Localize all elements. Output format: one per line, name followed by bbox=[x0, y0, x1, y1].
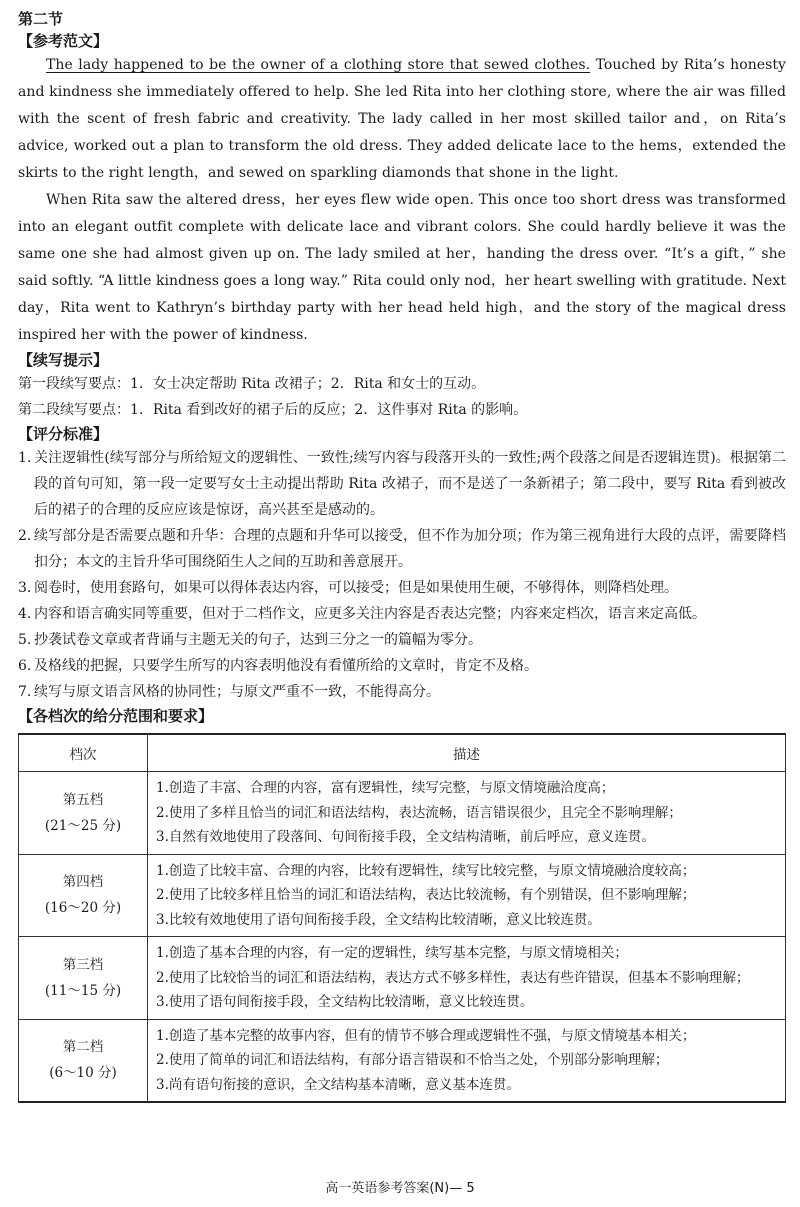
criteria-heading: 【评分标准】 bbox=[18, 425, 109, 443]
page-footer: 高一英语参考答案(N)— 5 bbox=[325, 1181, 475, 1196]
hints-heading: 【续写提示】 bbox=[18, 351, 109, 369]
table-row bbox=[19, 1019, 786, 1102]
item-number: 4. bbox=[18, 606, 32, 622]
grade-range: (16～20 分) bbox=[44, 900, 122, 917]
item-text: 及格线的把握，只要学生所写的内容表明他没有看懂所给的文章时，肯定不及格。 bbox=[34, 658, 538, 674]
grading-table bbox=[18, 733, 786, 1103]
description-line: 1.创造了基本完整的故事内容，但有的情节不够合理或逻辑性不强，与原文情境基本相关； bbox=[156, 1027, 696, 1044]
description-line: 1.创造了基本合理的内容，有一定的逻辑性，续写基本完整，与原文情境相关； bbox=[156, 945, 628, 961]
sample-essay bbox=[18, 52, 786, 349]
description-line: 2.使用了简单的词汇和语法结构，有部分语言错误和不恰当之处，个别部分影响理解； bbox=[156, 1052, 669, 1068]
item-text: 关注逻辑性(续写部分与所给短文的逻辑性、一致性;续写内容与段落开头的一致性;两个段落之间是否逻辑连贯)。根据第二段的首句可知，第一段一定要写女士主动提出帮助 Rita 改裙子，而不是送了一条新裙子；第二段中，要写 Rita 看到被改后的裙子的合理的反应应该是惊讶，高兴甚至是感动的。 bbox=[34, 450, 786, 518]
essay-paragraph-2 bbox=[18, 187, 786, 349]
item-number: 5. bbox=[18, 632, 32, 648]
hint-line-1: 第一段续写要点：1．女士决定帮助 Rita 改裙子；2．Rita 和女士的互动。 bbox=[18, 376, 486, 392]
grade-range: (11～15 分) bbox=[44, 982, 122, 999]
criteria-item bbox=[18, 653, 786, 679]
item-text: 续写部分是否需要点题和升华：合理的点题和升华可以接受，但不作为加分项；作为第三视角进行大段的点评，需要降档扣分；本文的主旨升华可围绕陌生人之间的互助和善意展开。 bbox=[34, 528, 786, 570]
description-line: 2.使用了比较恰当的词汇和语法结构，表达方式不够多样性，表达有些许错误，但基本不影响理解； bbox=[156, 969, 750, 986]
table-row bbox=[19, 854, 786, 937]
grade-name: 第三档 bbox=[62, 956, 104, 973]
item-number: 3. bbox=[18, 580, 32, 596]
description-line: 3.比较有效地使用了语句间衔接手段，全文结构比较清晰，意义比较连贯。 bbox=[156, 911, 601, 928]
description-cell bbox=[148, 1019, 786, 1102]
description-cell bbox=[148, 772, 786, 855]
description-line: 1.创造了丰富、合理的内容，富有逻辑性，续写完整，与原文情境融洽度高； bbox=[156, 780, 615, 796]
table-row bbox=[19, 937, 786, 1020]
criteria-item bbox=[18, 575, 786, 601]
essay-paragraph-1 bbox=[18, 52, 786, 187]
description-cell bbox=[148, 854, 786, 937]
grade-cell bbox=[19, 854, 148, 937]
item-text: 内容和语言确实同等重要，但对于二档作文，应更多关注内容是否表达完整；内容来定档次，语言来定高低。 bbox=[34, 606, 706, 622]
grade-cell bbox=[19, 1019, 148, 1102]
description-line: 3.使用了语句间衔接手段，全文结构比较清晰，意义比较连贯。 bbox=[156, 994, 534, 1010]
column-header-grade: 档次 bbox=[19, 734, 148, 772]
table-header-row bbox=[19, 734, 786, 772]
criteria-item bbox=[18, 627, 786, 653]
item-number: 6. bbox=[18, 658, 32, 674]
criteria-item bbox=[18, 523, 786, 575]
section-title: 第二节 bbox=[18, 10, 64, 28]
item-number: 7. bbox=[18, 684, 32, 700]
description-cell bbox=[148, 937, 786, 1020]
grade-cell bbox=[19, 937, 148, 1020]
description-line: 1.创造了比较丰富、合理的内容，比较有逻辑性，续写比较完整，与原文情境融洽度较高； bbox=[156, 862, 696, 879]
grade-range: (6～10 分) bbox=[49, 1065, 117, 1082]
grades-heading: 【各档次的给分范围和要求】 bbox=[18, 707, 214, 725]
criteria-item bbox=[18, 445, 786, 523]
grade-name: 第四档 bbox=[62, 874, 104, 891]
first-sentence: The lady happened to be the owner of a clothing store that sewed clothes. bbox=[46, 57, 591, 73]
paragraph-text: When Rita saw the altered dress，her eyes flew wide open. This once too short dress was transformed into an elegant outfit complete with delicate lace and vibrant colors. She could hardly believe it was the same one she had almost given up on. The lady smiled at her，handing the dress over. “It’s a gift，” she said softly. “A little kindness goes a long way.” Rita could only nod，her heart swelling with gratitude. Next day，Rita went to Kathryn’s birthday party with her head held high，and the story of the magical dress inspired her with the power of kindness. bbox=[18, 192, 786, 343]
table-row bbox=[19, 772, 786, 855]
description-line: 3.尚有语句衔接的意识，全文结构基本清晰，意义基本连贯。 bbox=[156, 1076, 520, 1093]
sample-heading: 【参考范文】 bbox=[18, 32, 109, 50]
item-text: 抄袭试卷文章或者背诵与主题无关的句子，达到三分之一的篇幅为零分。 bbox=[34, 632, 482, 648]
grade-name: 第二档 bbox=[62, 1039, 104, 1056]
grade-range: (21～25 分) bbox=[44, 817, 122, 834]
description-line: 2.使用了比较多样且恰当的词汇和语法结构，表达比较流畅，有个别错误，但不影响理解； bbox=[156, 887, 696, 903]
column-header-description: 描述 bbox=[148, 734, 786, 772]
criteria-item bbox=[18, 679, 786, 705]
description-line: 2.使用了多样且恰当的词汇和语法结构，表达流畅，语言错误很少，且完全不影响理解； bbox=[156, 804, 682, 821]
criteria-list bbox=[18, 445, 786, 705]
paragraph-text: Touched by Rita’s honesty and kindness she immediately offered to help. She led Rita into her clothing store, where the air was filled with the scent of fresh fabric and creativity. The lady called in her most skilled tailor and，on Rita’s advice, worked out a plan to transform the old dress. They added delicate lace to the hems，extended the skirts to the right length，and sewed on sparkling diamonds that shone in the light. bbox=[18, 57, 786, 181]
answer-page bbox=[18, 8, 786, 1103]
item-text: 阅卷时，使用套路句，如果可以得体表达内容，可以接受；但是如果使用生硬，不够得体，则降档处理。 bbox=[34, 580, 678, 596]
grade-cell bbox=[19, 772, 148, 855]
grade-name: 第五档 bbox=[62, 791, 104, 808]
item-number: 2. bbox=[18, 528, 32, 544]
item-number: 1. bbox=[18, 450, 32, 466]
item-text: 续写与原文语言风格的协同性；与原文严重不一致，不能得高分。 bbox=[34, 684, 440, 700]
hint-line-2: 第二段续写要点：1．Rita 看到改好的裙子后的反应；2．这件事对 Rita 的影响。 bbox=[18, 402, 528, 418]
hints bbox=[18, 371, 786, 423]
description-line: 3.自然有效地使用了段落间、句间衔接手段，全文结构清晰，前后呼应，意义连贯。 bbox=[156, 829, 655, 845]
criteria-item bbox=[18, 601, 786, 627]
